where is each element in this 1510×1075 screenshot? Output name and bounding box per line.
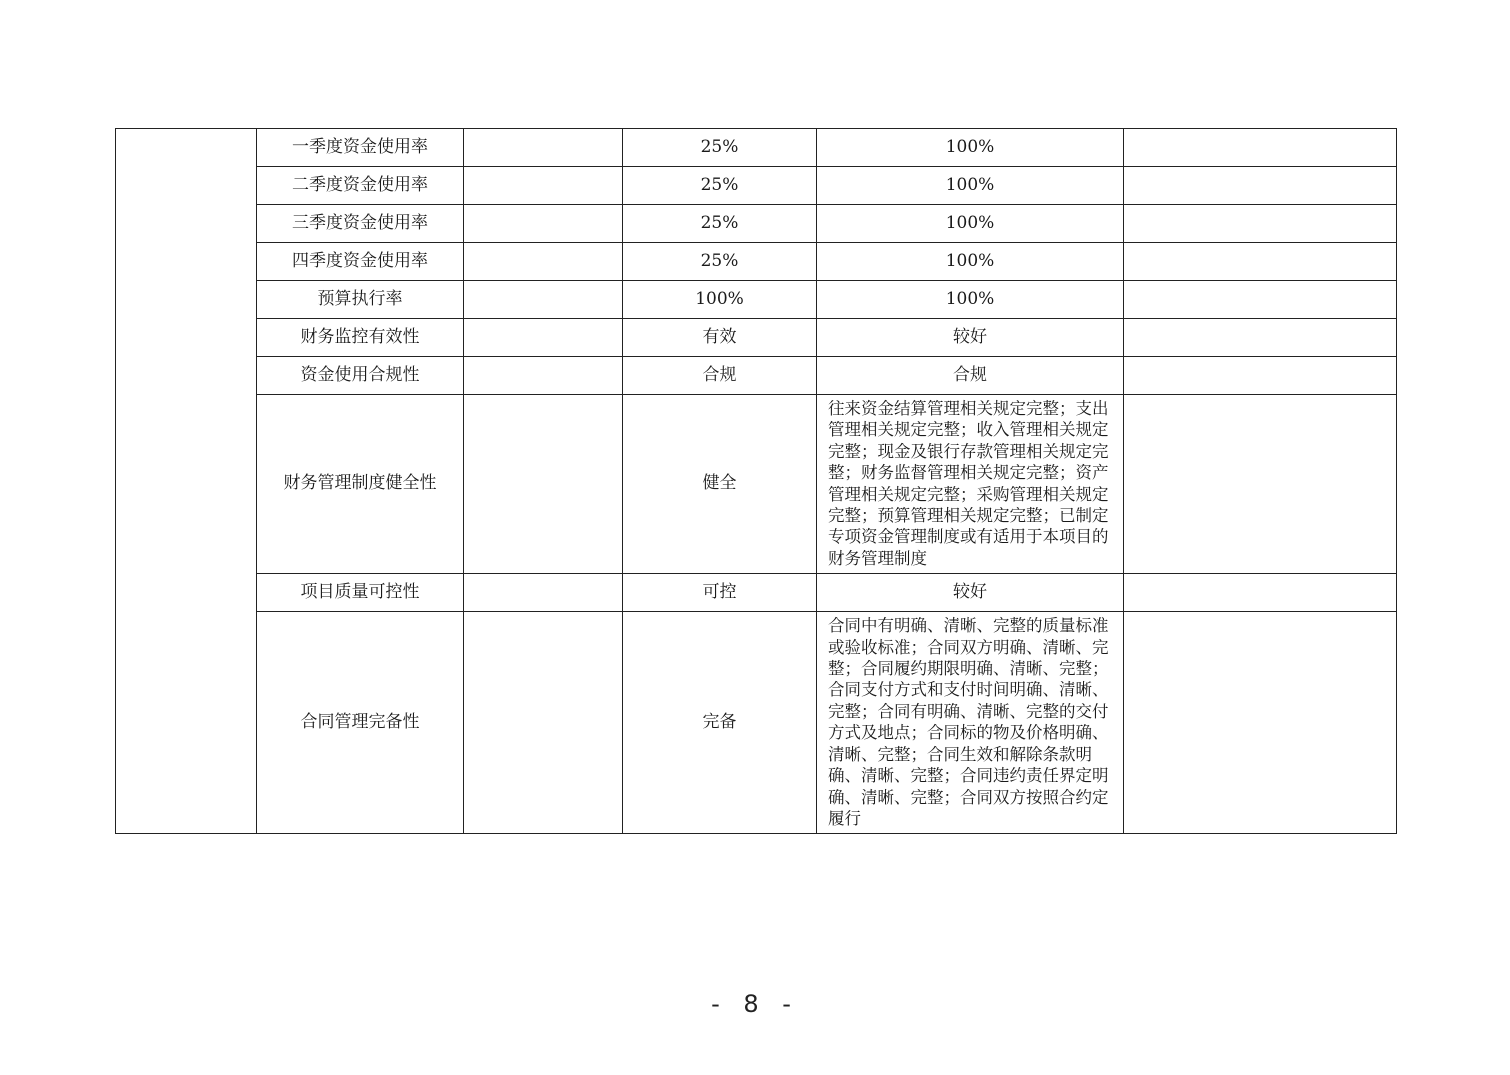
table-row [116, 395, 1397, 574]
indicator-name-cell: 资金使用合规性 [257, 357, 464, 395]
remark-cell [1124, 167, 1397, 205]
weight-cell [464, 167, 623, 205]
weight-cell [464, 395, 623, 574]
indicator-name-cell: 财务监控有效性 [257, 319, 464, 357]
actual-value-cell: 合规 [817, 357, 1124, 395]
category-merged-cell [116, 129, 257, 834]
remark-cell [1124, 281, 1397, 319]
actual-value-cell: 100% [817, 243, 1124, 281]
table-row [116, 205, 1397, 243]
actual-value-cell: 较好 [817, 319, 1124, 357]
target-value-cell: 25% [623, 205, 817, 243]
page-number: - 8 - [711, 990, 799, 1018]
target-value-cell: 25% [623, 129, 817, 167]
table-row [116, 319, 1397, 357]
target-value-cell: 25% [623, 167, 817, 205]
weight-cell [464, 574, 623, 612]
remark-cell [1124, 319, 1397, 357]
remark-cell [1124, 395, 1397, 574]
indicator-name-cell: 二季度资金使用率 [257, 167, 464, 205]
remark-cell [1124, 357, 1397, 395]
table-row [116, 574, 1397, 612]
weight-cell [464, 205, 623, 243]
table-row [116, 167, 1397, 205]
target-value-cell: 可控 [623, 574, 817, 612]
target-value-cell: 25% [623, 243, 817, 281]
indicator-name-cell: 财务管理制度健全性 [257, 395, 464, 574]
indicator-name-cell: 项目质量可控性 [257, 574, 464, 612]
table-row [116, 612, 1397, 834]
weight-cell [464, 281, 623, 319]
target-value-cell: 合规 [623, 357, 817, 395]
target-value-cell: 完备 [623, 612, 817, 834]
remark-cell [1124, 205, 1397, 243]
remark-cell [1124, 612, 1397, 834]
table-row [116, 281, 1397, 319]
indicator-name-cell: 一季度资金使用率 [257, 129, 464, 167]
weight-cell [464, 319, 623, 357]
weight-cell [464, 129, 623, 167]
indicator-name-cell: 预算执行率 [257, 281, 464, 319]
remark-cell [1124, 129, 1397, 167]
table-row [116, 243, 1397, 281]
actual-value-cell: 100% [817, 281, 1124, 319]
indicator-name-cell: 三季度资金使用率 [257, 205, 464, 243]
table-row [116, 357, 1397, 395]
weight-cell [464, 357, 623, 395]
actual-value-cell: 100% [817, 129, 1124, 167]
actual-value-cell: 100% [817, 205, 1124, 243]
actual-value-cell: 较好 [817, 574, 1124, 612]
actual-value-cell: 100% [817, 167, 1124, 205]
weight-cell [464, 612, 623, 834]
weight-cell [464, 243, 623, 281]
actual-value-cell: 往来资金结算管理相关规定完整；支出管理相关规定完整；收入管理相关规定完整；现金及银行存款管理相关规定完整；财务监督管理相关规定完整；资产管理相关规定完整；采购管理相关规定完整；预算管理相关规定完整；已制定专项资金管理制度或有适用于本项目的财务管理制度 [817, 395, 1124, 574]
target-value-cell: 100% [623, 281, 817, 319]
remark-cell [1124, 243, 1397, 281]
indicator-name-cell: 四季度资金使用率 [257, 243, 464, 281]
target-value-cell: 有效 [623, 319, 817, 357]
actual-value-cell: 合同中有明确、清晰、完整的质量标准或验收标准；合同双方明确、清晰、完整；合同履约期限明确、清晰、完整；合同支付方式和支付时间明确、清晰、完整；合同有明确、清晰、完整的交付方式及地点；合同标的物及价格明确、清晰、完整；合同生效和解除条款明确、清晰、完整；合同违约责任界定明确、清晰、完整；合同双方按照合约定履行 [817, 612, 1124, 834]
remark-cell [1124, 574, 1397, 612]
table-row [116, 129, 1397, 167]
target-value-cell: 健全 [623, 395, 817, 574]
indicator-name-cell: 合同管理完备性 [257, 612, 464, 834]
indicator-table [115, 128, 1397, 834]
